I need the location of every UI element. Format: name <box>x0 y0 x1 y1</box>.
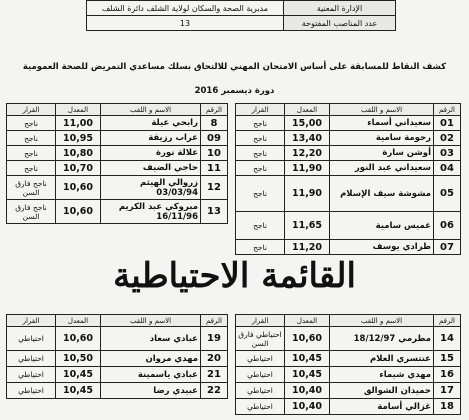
score-cell: 10,45 <box>56 383 101 399</box>
score-cell: 10,60 <box>56 327 101 351</box>
rank-cell: 02 <box>434 131 461 146</box>
rank-cell: 19 <box>201 327 228 351</box>
score-cell: 10,70 <box>56 161 101 176</box>
decision-cell: ناجح <box>236 240 285 255</box>
rank-cell: 11 <box>201 161 228 176</box>
table-row <box>236 383 461 399</box>
rank-cell: 07 <box>434 240 461 255</box>
score-cell: 10,45 <box>285 367 330 383</box>
rank-cell: 17 <box>434 383 461 399</box>
reserve-table-left <box>6 314 228 399</box>
name-cell: مطرمي 18/12/97 <box>330 327 434 351</box>
score-cell: 10,60 <box>56 176 101 200</box>
name-cell: حاجي الضيف <box>101 161 201 176</box>
name-cell: عنتسري العلام <box>330 351 434 367</box>
name-cell: أوشن سارة <box>330 146 434 161</box>
decision-cell: ناجح <box>7 116 56 131</box>
score-header: المعدل <box>285 104 330 116</box>
name-cell: مبروكي عبد الكريم 16/11/96 <box>101 200 201 224</box>
name-cell: زروالي الهيثم 03/03/94 <box>101 176 201 200</box>
score-cell: 10,95 <box>56 131 101 146</box>
table-header-row <box>7 104 228 116</box>
name-cell: مهدي مروان <box>101 351 201 367</box>
rank-cell: 10 <box>201 146 228 161</box>
score-cell: 13,40 <box>285 131 330 146</box>
table-row <box>236 212 461 240</box>
info-label: عدد المناصب المفتوحة <box>284 16 396 31</box>
score-cell: 10,40 <box>285 399 330 415</box>
table-row <box>7 146 228 161</box>
name-cell: غزالي أسامة <box>330 399 434 415</box>
decision-header: القرار <box>7 315 56 327</box>
table-row <box>7 383 228 399</box>
info-label: الإدارة المعنية <box>284 1 396 16</box>
rank-cell: 09 <box>201 131 228 146</box>
decision-header: القرار <box>7 104 56 116</box>
score-cell: 11,20 <box>285 240 330 255</box>
decision-cell: ناجح <box>236 146 285 161</box>
score-header: المعدل <box>56 315 101 327</box>
table-header-row <box>236 104 461 116</box>
rank-cell: 16 <box>434 367 461 383</box>
name-cell: علالة نورة <box>101 146 201 161</box>
top-info-table <box>86 0 396 31</box>
decision-cell: احتياطي <box>7 383 56 399</box>
table-row <box>236 176 461 212</box>
score-cell: 10,60 <box>285 327 330 351</box>
table-row <box>236 399 461 415</box>
results-table-right <box>235 103 461 255</box>
rank-cell: 20 <box>201 351 228 367</box>
score-cell: 10,50 <box>56 351 101 367</box>
decision-cell: ناجح <box>236 131 285 146</box>
decision-cell: احتياطي <box>236 367 285 383</box>
table-header-row <box>7 315 228 327</box>
results-table-left <box>6 103 228 224</box>
table-header-row <box>236 315 461 327</box>
top-info-row <box>87 1 396 16</box>
name-cell: عراب رزيقة <box>101 131 201 146</box>
rank-cell: 8 <box>201 116 228 131</box>
decision-cell: احتياطي <box>7 327 56 351</box>
score-cell: 12,20 <box>285 146 330 161</box>
table-row <box>7 327 228 351</box>
score-header: المعدل <box>56 104 101 116</box>
table-row <box>7 116 228 131</box>
rank-cell: 13 <box>201 200 228 224</box>
name-cell: عبادي سعاد <box>101 327 201 351</box>
rank-cell: 18 <box>434 399 461 415</box>
decision-cell: احتياطي <box>7 367 56 383</box>
name-cell: سعيداني عبد النور <box>330 161 434 176</box>
name-cell: رحومة سامية <box>330 131 434 146</box>
score-cell: 11,00 <box>56 116 101 131</box>
table-row <box>236 367 461 383</box>
rank-header: الرقم <box>434 104 461 116</box>
decision-header: القرار <box>236 315 285 327</box>
score-cell: 10,45 <box>285 351 330 367</box>
score-cell: 10,80 <box>56 146 101 161</box>
info-value: مديرية الصحة والسكان لولاية الشلف دائرة الشلف <box>87 1 284 16</box>
session-subheading: دورة ديسمبر 2016 <box>194 86 275 96</box>
table-row <box>7 161 228 176</box>
name-cell: طرادي يوسف <box>330 240 434 255</box>
reserve-list-title: القائمة الاحتياطية <box>113 256 356 296</box>
decision-cell: ناجح فارق السن <box>7 200 56 224</box>
name-cell: عبيدي رضا <box>101 383 201 399</box>
table-row <box>7 176 228 200</box>
score-header: المعدل <box>285 315 330 327</box>
decision-cell: ناجح <box>236 116 285 131</box>
name-header: الاسم و اللقب <box>101 104 201 116</box>
decision-cell: ناجح <box>7 131 56 146</box>
rank-header: الرقم <box>201 104 228 116</box>
score-cell: 10,40 <box>285 383 330 399</box>
rank-cell: 21 <box>201 367 228 383</box>
decision-cell: ناجح <box>236 161 285 176</box>
name-header: الاسم و اللقب <box>101 315 201 327</box>
decision-cell: ناجح فارق السن <box>7 176 56 200</box>
table-row <box>7 351 228 367</box>
table-row <box>236 146 461 161</box>
rank-cell: 14 <box>434 327 461 351</box>
rank-header: الرقم <box>201 315 228 327</box>
rank-cell: 03 <box>434 146 461 161</box>
name-cell: مشوشة سيف الإسلام <box>330 176 434 212</box>
decision-cell: احتياطي <box>236 399 285 415</box>
table-row <box>236 327 461 351</box>
decision-cell: احتياطي <box>7 351 56 367</box>
table-row <box>236 351 461 367</box>
name-header: الاسم و اللقب <box>330 104 434 116</box>
rank-cell: 22 <box>201 383 228 399</box>
decision-cell: احتياطي <box>236 351 285 367</box>
name-cell: حميدان الشوالق <box>330 383 434 399</box>
reserve-table-right <box>235 314 461 415</box>
score-cell: 11,90 <box>285 176 330 212</box>
document-heading: كشف النقاط للمسابقة على أساس الامتحان المهني للالتحاق بسلك مساعدي التمريض للصحة العمومية <box>22 62 447 72</box>
rank-cell: 12 <box>201 176 228 200</box>
rank-cell: 06 <box>434 212 461 240</box>
decision-cell: ناجح <box>236 176 285 212</box>
decision-cell: ناجح <box>7 161 56 176</box>
table-row <box>236 240 461 255</box>
table-row <box>236 161 461 176</box>
name-cell: رابحي عيلة <box>101 116 201 131</box>
decision-cell: ناجح <box>236 212 285 240</box>
decision-cell: احتياطي <box>236 383 285 399</box>
name-cell: سعيداني أسماء <box>330 116 434 131</box>
name-header: الاسم و اللقب <box>330 315 434 327</box>
rank-cell: 05 <box>434 176 461 212</box>
table-row <box>236 131 461 146</box>
info-value: 13 <box>87 16 284 31</box>
score-cell: 11,90 <box>285 161 330 176</box>
table-row <box>7 200 228 224</box>
score-cell: 15,00 <box>285 116 330 131</box>
name-cell: غميس سامية <box>330 212 434 240</box>
table-row <box>7 131 228 146</box>
table-row <box>7 367 228 383</box>
name-cell: مهدي شيماء <box>330 367 434 383</box>
rank-cell: 01 <box>434 116 461 131</box>
rank-header: الرقم <box>434 315 461 327</box>
score-cell: 10,60 <box>56 200 101 224</box>
rank-cell: 15 <box>434 351 461 367</box>
name-cell: عبادي ياسمينة <box>101 367 201 383</box>
decision-cell: احتياطي فارق السن <box>236 327 285 351</box>
decision-header: القرار <box>236 104 285 116</box>
score-cell: 11,65 <box>285 212 330 240</box>
rank-cell: 04 <box>434 161 461 176</box>
decision-cell: ناجح <box>7 146 56 161</box>
table-row <box>236 116 461 131</box>
top-info-row <box>87 16 396 31</box>
score-cell: 10,45 <box>56 367 101 383</box>
